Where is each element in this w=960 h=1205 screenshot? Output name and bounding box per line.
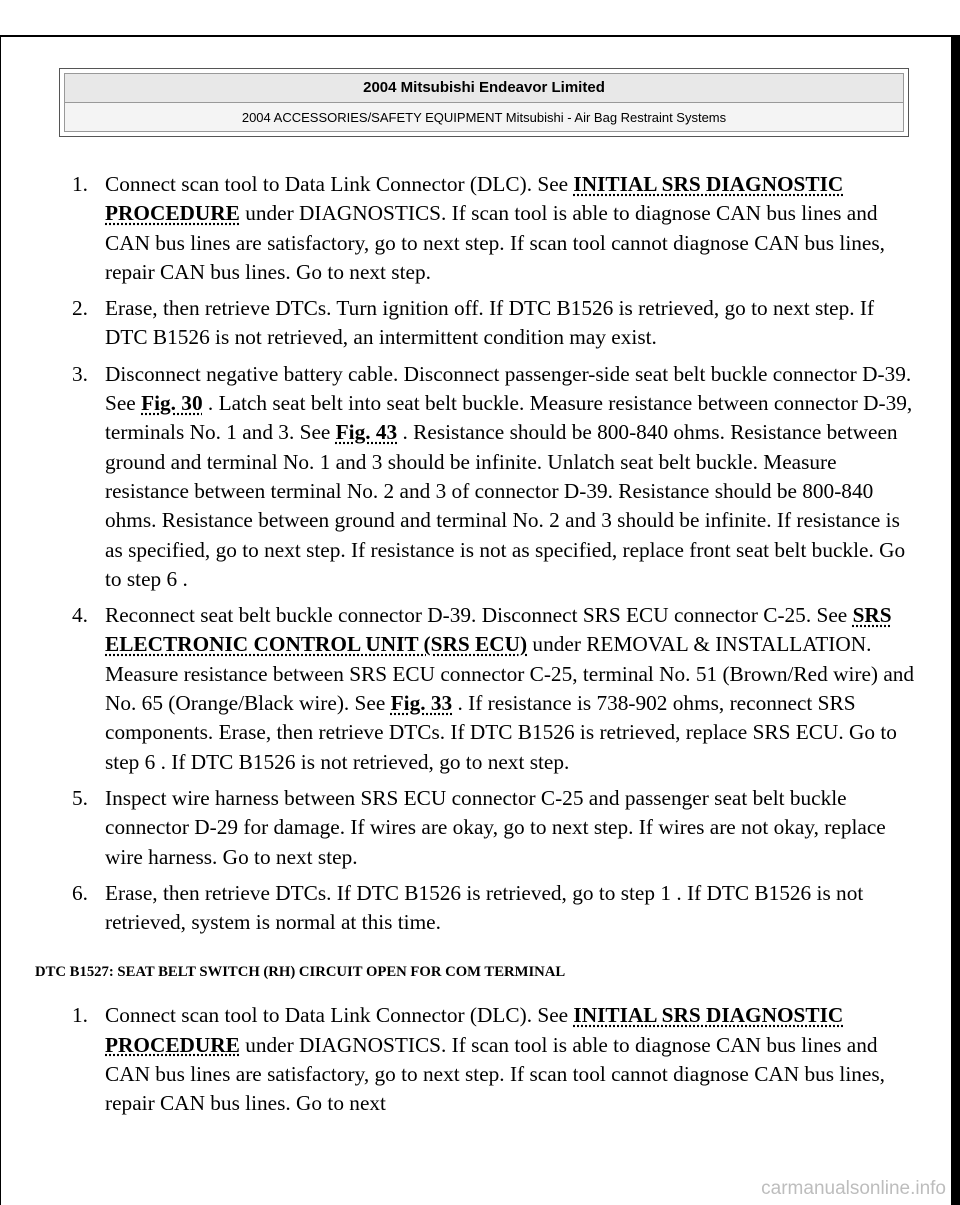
step-text: under DIAGNOSTICS. If scan tool is able to diagnose CAN bus lines and CAN bus lines are satisfactory, go to next step. If scan tool cannot diagnose CAN bus lines, repair CAN bus lines. Go to next step.: [105, 201, 885, 284]
procedure-step: [0, 360, 920, 594]
step-number: 1.: [72, 1003, 88, 1028]
procedure-list-b1527: [0, 1001, 940, 1118]
procedure-step: [0, 170, 920, 287]
procedure-step: [0, 879, 920, 938]
cross-reference-link[interactable]: INITIAL SRS DIAGNOSTIC PROCEDURE: [105, 172, 844, 226]
step-text: under REMOVAL & INSTALLATION. Measure resistance between SRS ECU connector C-25, terminal No. 51 (Brown/Red wire) and No. 65 (Orange/Black wire). See: [105, 632, 915, 716]
cross-reference-link[interactable]: Fig. 30: [141, 391, 203, 416]
document-header-inner: [64, 73, 904, 132]
cross-reference-link[interactable]: Fig. 33: [390, 691, 453, 716]
step-number: 1.: [72, 172, 88, 196]
page-frame-top: [0, 35, 960, 37]
step-text: under DIAGNOSTICS. If scan tool is able to diagnose CAN bus lines and CAN bus lines are satisfactory, go to next step. If scan tool cannot diagnose CAN bus lines, repair CAN bus lines. Go to next: [105, 1032, 885, 1116]
procedure-step: [0, 601, 920, 777]
section-heading-dtc-b1527: DTC B1527: SEAT BELT SWITCH (RH) CIRCUIT OPEN FOR COM TERMINAL: [35, 964, 566, 981]
page-frame-right: [951, 35, 960, 1205]
step-text: Erase, then retrieve DTCs. If DTC B1526 is retrieved, go to step 1 . If DTC B1526 is not retrieved, system is normal at this time.: [105, 880, 864, 935]
document-header: [59, 68, 909, 137]
step-text: Connect scan tool to Data Link Connector (DLC). See: [105, 172, 574, 196]
step-number: 6.: [72, 880, 88, 905]
step-number: 5.: [72, 785, 88, 810]
cross-reference-link[interactable]: INITIAL SRS DIAGNOSTIC PROCEDURE: [105, 1003, 844, 1057]
procedure-step: [0, 784, 920, 872]
watermark: carmanualsonline.info: [761, 1178, 946, 1199]
step-text: Erase, then retrieve DTCs. Turn ignition off. If DTC B1526 is retrieved, go to next step. If DTC B1526 is not retrieved, an intermittent condition may exist.: [105, 296, 875, 350]
step-number: 3.: [72, 361, 88, 386]
step-text: Reconnect seat belt buckle connector D-39. Disconnect SRS ECU connector C-25. See: [105, 603, 853, 628]
step-number: 2.: [72, 296, 88, 321]
procedure-list-b1526: [0, 170, 940, 937]
step-text: Inspect wire harness between SRS ECU connector C-25 and passenger seat belt buckle connector D-29 for damage. If wires are okay, go to next step. If wires are not okay, replace wire harness. Go to next step.: [105, 785, 886, 869]
step-text: . Latch seat belt into seat belt buckle. Measure resistance between connector D-39, terminals No. 1 and 3. See: [105, 391, 913, 445]
step-number: 4.: [72, 603, 88, 628]
step-text: Connect scan tool to Data Link Connector (DLC). See: [105, 1003, 574, 1028]
step-text: . Resistance should be 800-840 ohms. Resistance between ground and terminal No. 1 and 3 should be infinite. Unlatch seat belt buckle. Measure resistance between terminal No. 2 and 3 of connector D-39. Resistance should be 800-840 ohms. Resistance between ground and terminal No. 2 and 3 should be infinite. If resistance is as specified, go to next step. If resistance is not as specified, replace front seat belt buckle. Go to step 6 .: [105, 420, 906, 591]
document-body: [0, 170, 940, 1126]
cross-reference-link[interactable]: SRS ELECTRONIC CONTROL UNIT (SRS ECU): [105, 603, 892, 657]
section-subtitle: 2004 ACCESSORIES/SAFETY EQUIPMENT Mitsubishi - Air Bag Restraint Systems: [241, 110, 727, 125]
procedure-step: [0, 1001, 920, 1118]
step-text: . If resistance is 738-902 ohms, reconnect SRS components. Erase, then retrieve DTCs. If DTC B1526 is retrieved, replace SRS ECU. Go to step 6 . If DTC B1526 is not retrieved, go to next step.: [105, 691, 897, 774]
procedure-step: [0, 294, 920, 353]
vehicle-title: 2004 Mitsubishi Endeavor Limited: [65, 74, 903, 103]
cross-reference-link[interactable]: Fig. 43: [335, 420, 398, 445]
step-text: Disconnect negative battery cable. Disconnect passenger-side seat belt buckle connector D-39. See: [105, 361, 912, 416]
